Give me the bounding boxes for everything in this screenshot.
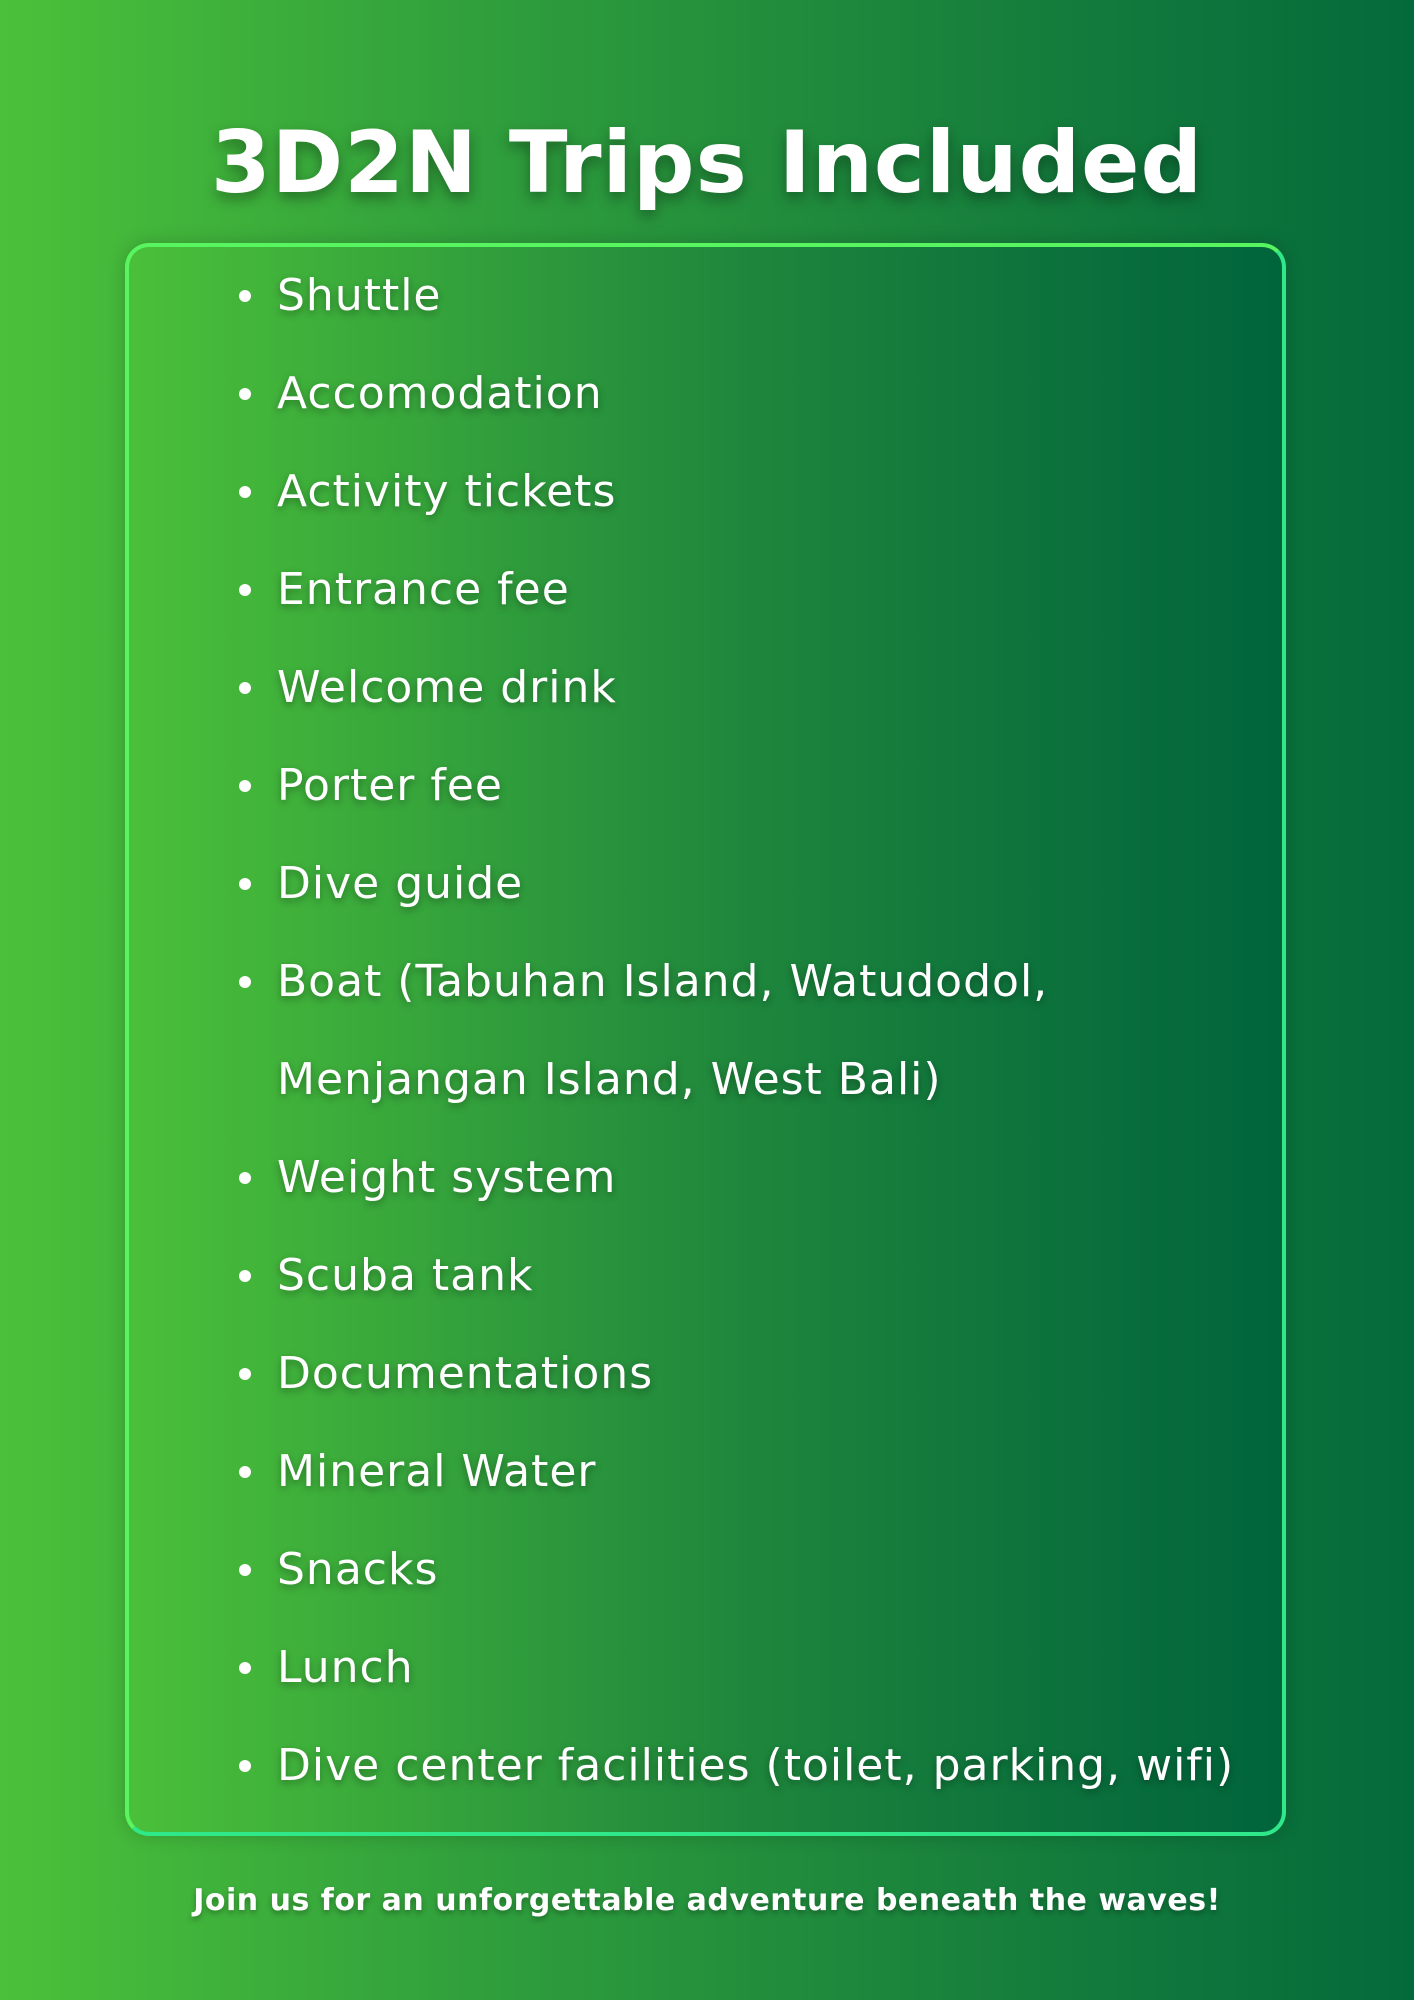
list-item-label: Activity tickets: [277, 466, 617, 517]
bullet-icon: [239, 584, 251, 596]
list-item-continuation: Menjangan Island, West Bali): [277, 1054, 942, 1105]
bullet-icon: [239, 1662, 251, 1674]
bullet-icon: [239, 1172, 251, 1184]
bullet-icon: [239, 1270, 251, 1282]
list-item-label: Porter fee: [277, 760, 504, 811]
bullet-icon: [239, 1760, 251, 1772]
bullet-icon: [239, 780, 251, 792]
list-item-label: Dive center facilities (toilet, parking, wifi): [277, 1740, 1235, 1791]
list-item-label: Dive guide: [277, 858, 524, 909]
bullet-icon: [239, 976, 251, 988]
list-item-label: Welcome drink: [277, 662, 617, 713]
list-item-label: Accomodation: [277, 368, 603, 419]
list-item-label: Shuttle: [277, 270, 442, 321]
list-item-label: Lunch: [277, 1642, 414, 1693]
bullet-icon: [239, 682, 251, 694]
inclusions-panel: [125, 243, 1286, 1836]
bullet-icon: [239, 1564, 251, 1576]
bullet-icon: [239, 486, 251, 498]
bullet-icon: [239, 878, 251, 890]
page-title: 3D2N Trips Included: [210, 113, 1204, 213]
list-item-label: Documentations: [277, 1348, 654, 1399]
list-item-label: Weight system: [277, 1152, 617, 1203]
bullet-icon: [239, 388, 251, 400]
list-item-label: Entrance fee: [277, 564, 570, 615]
footer-tagline: Join us for an unforgettable adventure beneath the waves!: [193, 1883, 1221, 1918]
list-item-label: Scuba tank: [277, 1250, 534, 1301]
list-item-label: Snacks: [277, 1544, 439, 1595]
list-item-label: Boat (Tabuhan Island, Watudodol,: [277, 956, 1049, 1007]
bullet-icon: [239, 290, 251, 302]
bullet-icon: [239, 1368, 251, 1380]
bullet-icon: [239, 1466, 251, 1478]
list-item-label: Mineral Water: [277, 1446, 597, 1497]
